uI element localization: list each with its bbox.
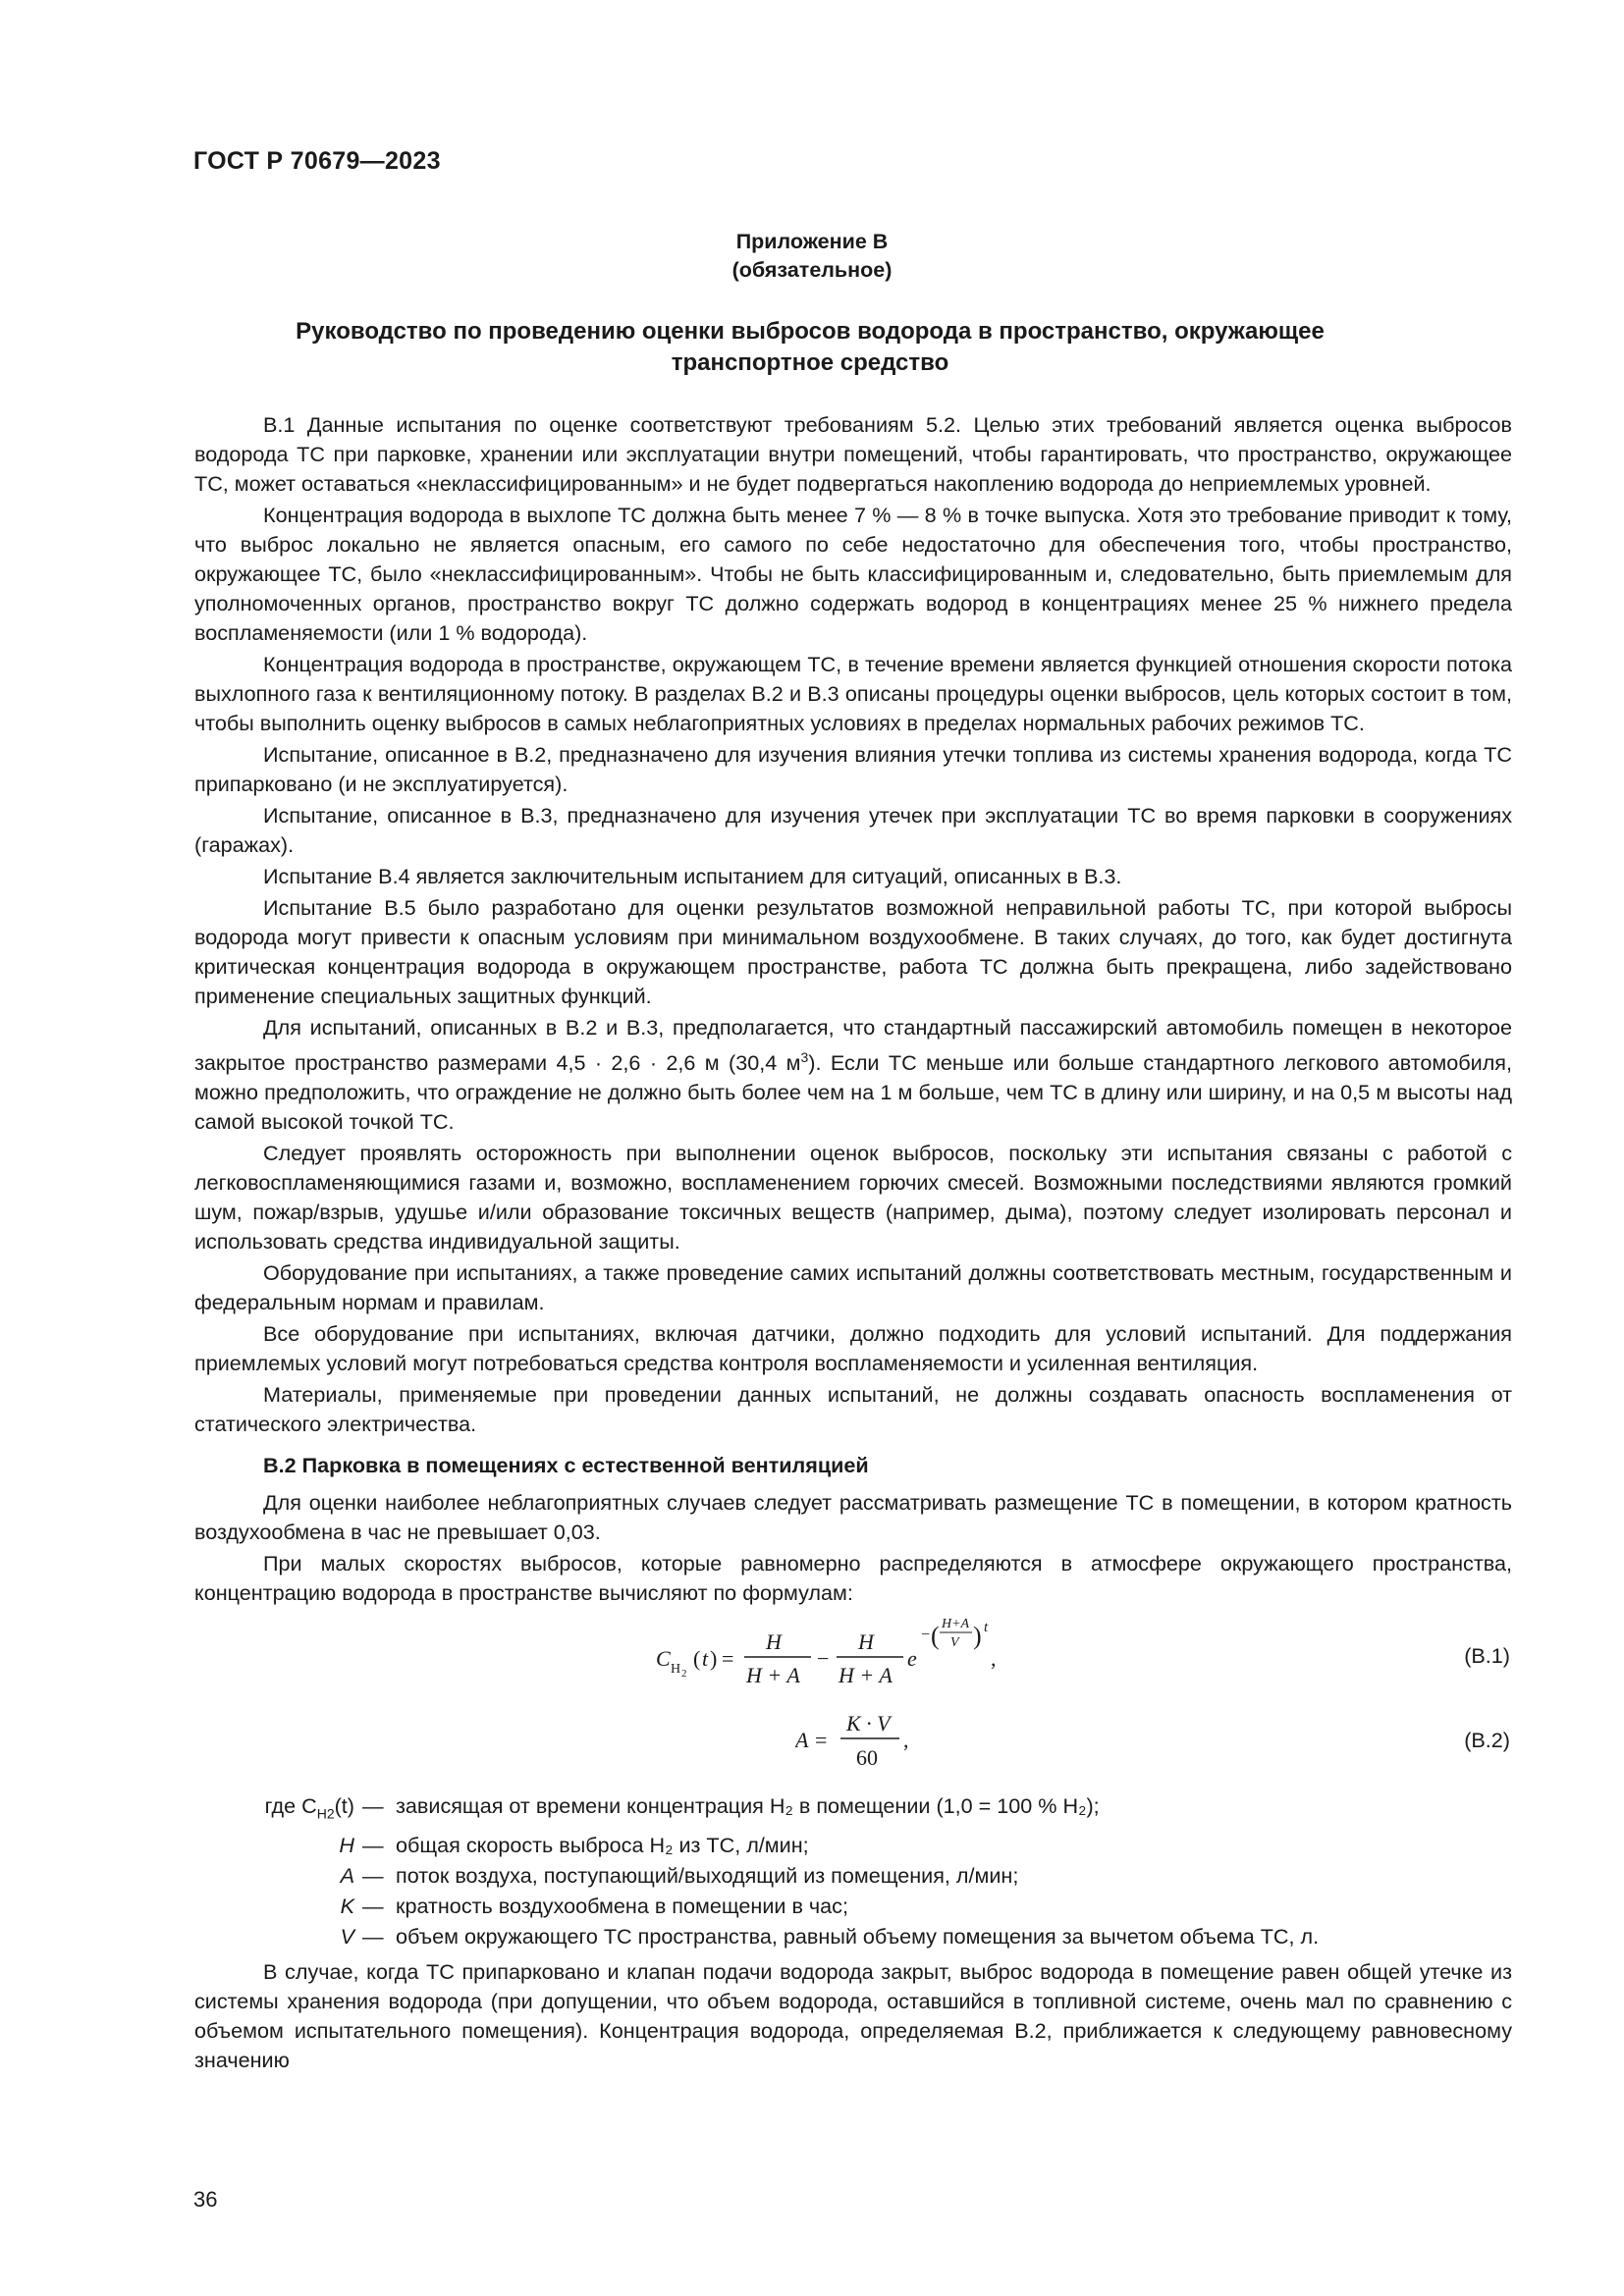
svg-text:t: t: [702, 1646, 709, 1672]
svg-text:−: −: [817, 1646, 830, 1672]
svg-text:=: =: [722, 1646, 734, 1672]
definition-text: кратность воздухообмена в помещении в час;: [396, 1893, 848, 1918]
annex-status: (обязательное): [731, 258, 893, 282]
formula-b1-graphic: [656, 1612, 1166, 1702]
definition-text: поток воздуха, поступающий/выходящий из помещения, л/мин;: [396, 1862, 1019, 1888]
svg-text:H: H: [858, 1629, 874, 1655]
formula-b2-graphic: [795, 1706, 992, 1783]
paragraph: В.1 Данные испытания по оценке соответствуют требованиям 5.2. Целью этих требований является оценка выбросов водорода ТС при парковке, хранении или эксплуатации внутри помещений, чтобы гарантировать, что пространство, окружающее ТС, может оставаться «неклассифицированным» и не будет подвергаться накоплению водорода до неприемлемых уровней.: [194, 412, 1512, 496]
variable-definitions: [194, 1790, 1512, 1950]
volume-paragraph: [194, 1013, 1512, 1137]
formula-b1-number: (В.1): [1464, 1643, 1510, 1669]
paragraph: Все оборудование при испытаниях, включая датчики, должно подходить для условий испытаний. Для поддержания приемлемых условий могут потребоваться средства контроля воспламеняемости и усиленная вентиляция.: [194, 1321, 1512, 1376]
annex-heading: [0, 228, 1624, 285]
svg-text:H + A: H + A: [746, 1663, 800, 1688]
volume-text-after: ). Если ТС меньше или больше стандартного легкового автомобиля, можно предположить, что ограждение не должно быть более чем на 1 м больше, чем ТС в длину или ширину, и на 0,5 м высоты над самой высокой точкой ТС.: [194, 1050, 1512, 1135]
document-body: [194, 410, 1512, 2077]
definition-symbol: V: [340, 1923, 354, 1949]
paragraph: При малых скоростях выбросов, которые равномерно распределяются в атмосфере окружающего пространства, концентрацию водорода в пространстве вычисляют по формулам:: [194, 1551, 1512, 1606]
svg-text:V: V: [950, 1635, 959, 1651]
definition-dash: —: [362, 1862, 384, 1888]
definition-symbol: A: [340, 1862, 354, 1888]
definition-symbol: [194, 1790, 362, 1829]
page-number: 36: [193, 2187, 218, 2212]
symbol-text: где C: [264, 1793, 317, 1819]
svg-text:): ): [710, 1646, 718, 1672]
section-heading-b2: В.2 Парковка в помещениях с естественной вентиляцией: [263, 1453, 869, 1478]
formula-b1: [194, 1612, 1512, 1702]
definition-text: зависящая от времени концентрация H₂ в помещении (1,0 = 100 % H₂);: [396, 1793, 1100, 1819]
svg-text:,: ,: [903, 1728, 909, 1753]
definition-row: [194, 1790, 1512, 1829]
svg-text:(: (: [693, 1646, 701, 1672]
paragraph: Концентрация водорода в пространстве, окружающем ТС, в течение времени является функцией отношения скорости потока выхлопного газа к вентиляционному потоку. В разделах В.2 и В.3 описаны процедуры оценки выбросов, цель которых состоит в том, чтобы выполнить оценку выбросов в самых неблагоприятных условиях в пределах нормальных рабочих режимов ТС.: [194, 652, 1512, 735]
paragraph: В случае, когда ТС припарковано и клапан подачи водорода закрыт, выброс водорода в помещение равен общей утечке из системы хранения водорода (при допущении, что объем водорода, оставшийся в топливной системе, очень мал по сравнению с объемом испытательного помещения). Концентрация водорода, определяемая В.2, приближается к следующему равновесному значению: [194, 1958, 1512, 2072]
paragraph: Испытание, описанное в В.2, предназначено для изучения влияния утечки топлива из системы хранения водорода, когда ТС припарковано (и не эксплуатируется).: [194, 742, 1512, 796]
paragraph: Материалы, применяемые при проведении данных испытаний, не должны создавать опасность воспламенения от статического электричества.: [194, 1382, 1512, 1437]
definition-row: [194, 1891, 1512, 1921]
definition-symbol: K: [340, 1893, 354, 1918]
annex-title: Приложение В: [735, 230, 889, 253]
formula-b2-number: (В.2): [1464, 1728, 1510, 1753]
definition-dash: —: [362, 1793, 384, 1819]
symbol-tail: (t): [334, 1793, 354, 1819]
document-title: Руководство по проведению оценки выбросов водорода в пространство, окружающее транспортное средство: [296, 318, 1325, 376]
paragraph: Испытание В.4 является заключительным испытанием для ситуаций, описанных в В.3.: [263, 864, 1122, 888]
svg-text:−: −: [921, 1627, 931, 1644]
paragraph: Концентрация водорода в выхлопе ТС должна быть менее 7 % — 8 % в точке выпуска. Хотя это требование приводит к тому, что выброс локально не является опасным, его самого по себе недостаточно для обеспечения того, чтобы пространство, окружающее ТС, было «неклассифицированным». Чтобы не быть классифицированным и, следовательно, быть приемлемым для уполномоченных органов, пространство вокруг ТС должно содержать водород в концентрациях менее 25 % нижнего предела воспламеняемости (или 1 % водорода).: [194, 503, 1512, 645]
definition-dash: —: [362, 1832, 384, 1857]
svg-text:(: (: [931, 1622, 940, 1651]
symbol-subscript: H2: [316, 1805, 335, 1822]
definition-row: [194, 1921, 1512, 1951]
svg-text:A: A: [795, 1728, 809, 1753]
svg-text:H + A: H + A: [839, 1663, 893, 1688]
svg-text:K · V: K · V: [846, 1711, 891, 1736]
cubic-superscript: 3: [800, 1049, 809, 1065]
svg-text:): ): [973, 1622, 982, 1651]
svg-text:C: C: [656, 1646, 671, 1672]
standard-header: ГОСТ Р 70679—2023: [193, 147, 441, 175]
svg-text:2: 2: [681, 1668, 687, 1681]
definition-row: [194, 1860, 1512, 1891]
svg-text:60: 60: [856, 1745, 878, 1771]
definition-text: объем окружающего ТС пространства, равный объему помещения за вычетом объема ТС, л.: [396, 1923, 1320, 1949]
paragraph: Оборудование при испытаниях, а также проведение самих испытаний должны соответствовать местным, государственным и федеральным нормам и правилам.: [194, 1260, 1512, 1315]
definition-text: общая скорость выброса H₂ из ТС, л/мин;: [396, 1832, 809, 1857]
paragraph: Испытание В.5 было разработано для оценки результатов возможной неправильной работы ТС, при которой выбросы водорода могут привести к опасным условиям при минимальном воздухообмене. В таких случаях, до того, как будет достигнута критическая концентрация водорода в окружающем пространстве, работа ТС должна быть прекращена, либо задействовано применение специальных защитных функций.: [194, 895, 1512, 1008]
svg-text:e: e: [907, 1646, 917, 1672]
definition-symbol: H: [339, 1832, 354, 1857]
svg-text:,: ,: [991, 1646, 997, 1672]
formula-b2: [194, 1706, 1512, 1783]
paragraph: Следует проявлять осторожность при выполнении оценок выбросов, поскольку эти испытания связаны с работой с легковоспламеняющимися газами и, возможно, воспламенением горючих смесей. Возможными последствиями являются громкий шум, пожар/взрыв, удушье и/или образование токсичных веществ (например, дыма), поэтому следует изолировать персонал и использовать средства индивидуальной защиты.: [194, 1141, 1512, 1255]
svg-text:H: H: [671, 1662, 681, 1678]
definition-dash: —: [362, 1923, 384, 1949]
definition-row: [194, 1830, 1512, 1860]
svg-text:H+A: H+A: [942, 1617, 970, 1632]
volume-text-before: Для испытаний, описанных в В.2 и В.3, предполагается, что стандартный пассажирский автомобиль помещен в некоторое закрытое пространство размерами 4,5 · 2,6 · 2,6 м (30,4 м: [194, 1015, 1512, 1076]
definition-dash: —: [362, 1893, 384, 1918]
svg-text:t: t: [984, 1620, 989, 1636]
paragraph: Испытание, описанное в В.3, предназначено для изучения утечек при эксплуатации ТС во время парковки в сооружениях (гаражах).: [194, 803, 1512, 857]
svg-text:H: H: [766, 1629, 782, 1655]
paragraph: Для оценки наиболее неблагоприятных случаев следует рассматривать размещение ТС в помещении, в котором кратность воздухообмена в час не превышает 0,03.: [194, 1490, 1512, 1545]
svg-text:=: =: [815, 1728, 828, 1753]
